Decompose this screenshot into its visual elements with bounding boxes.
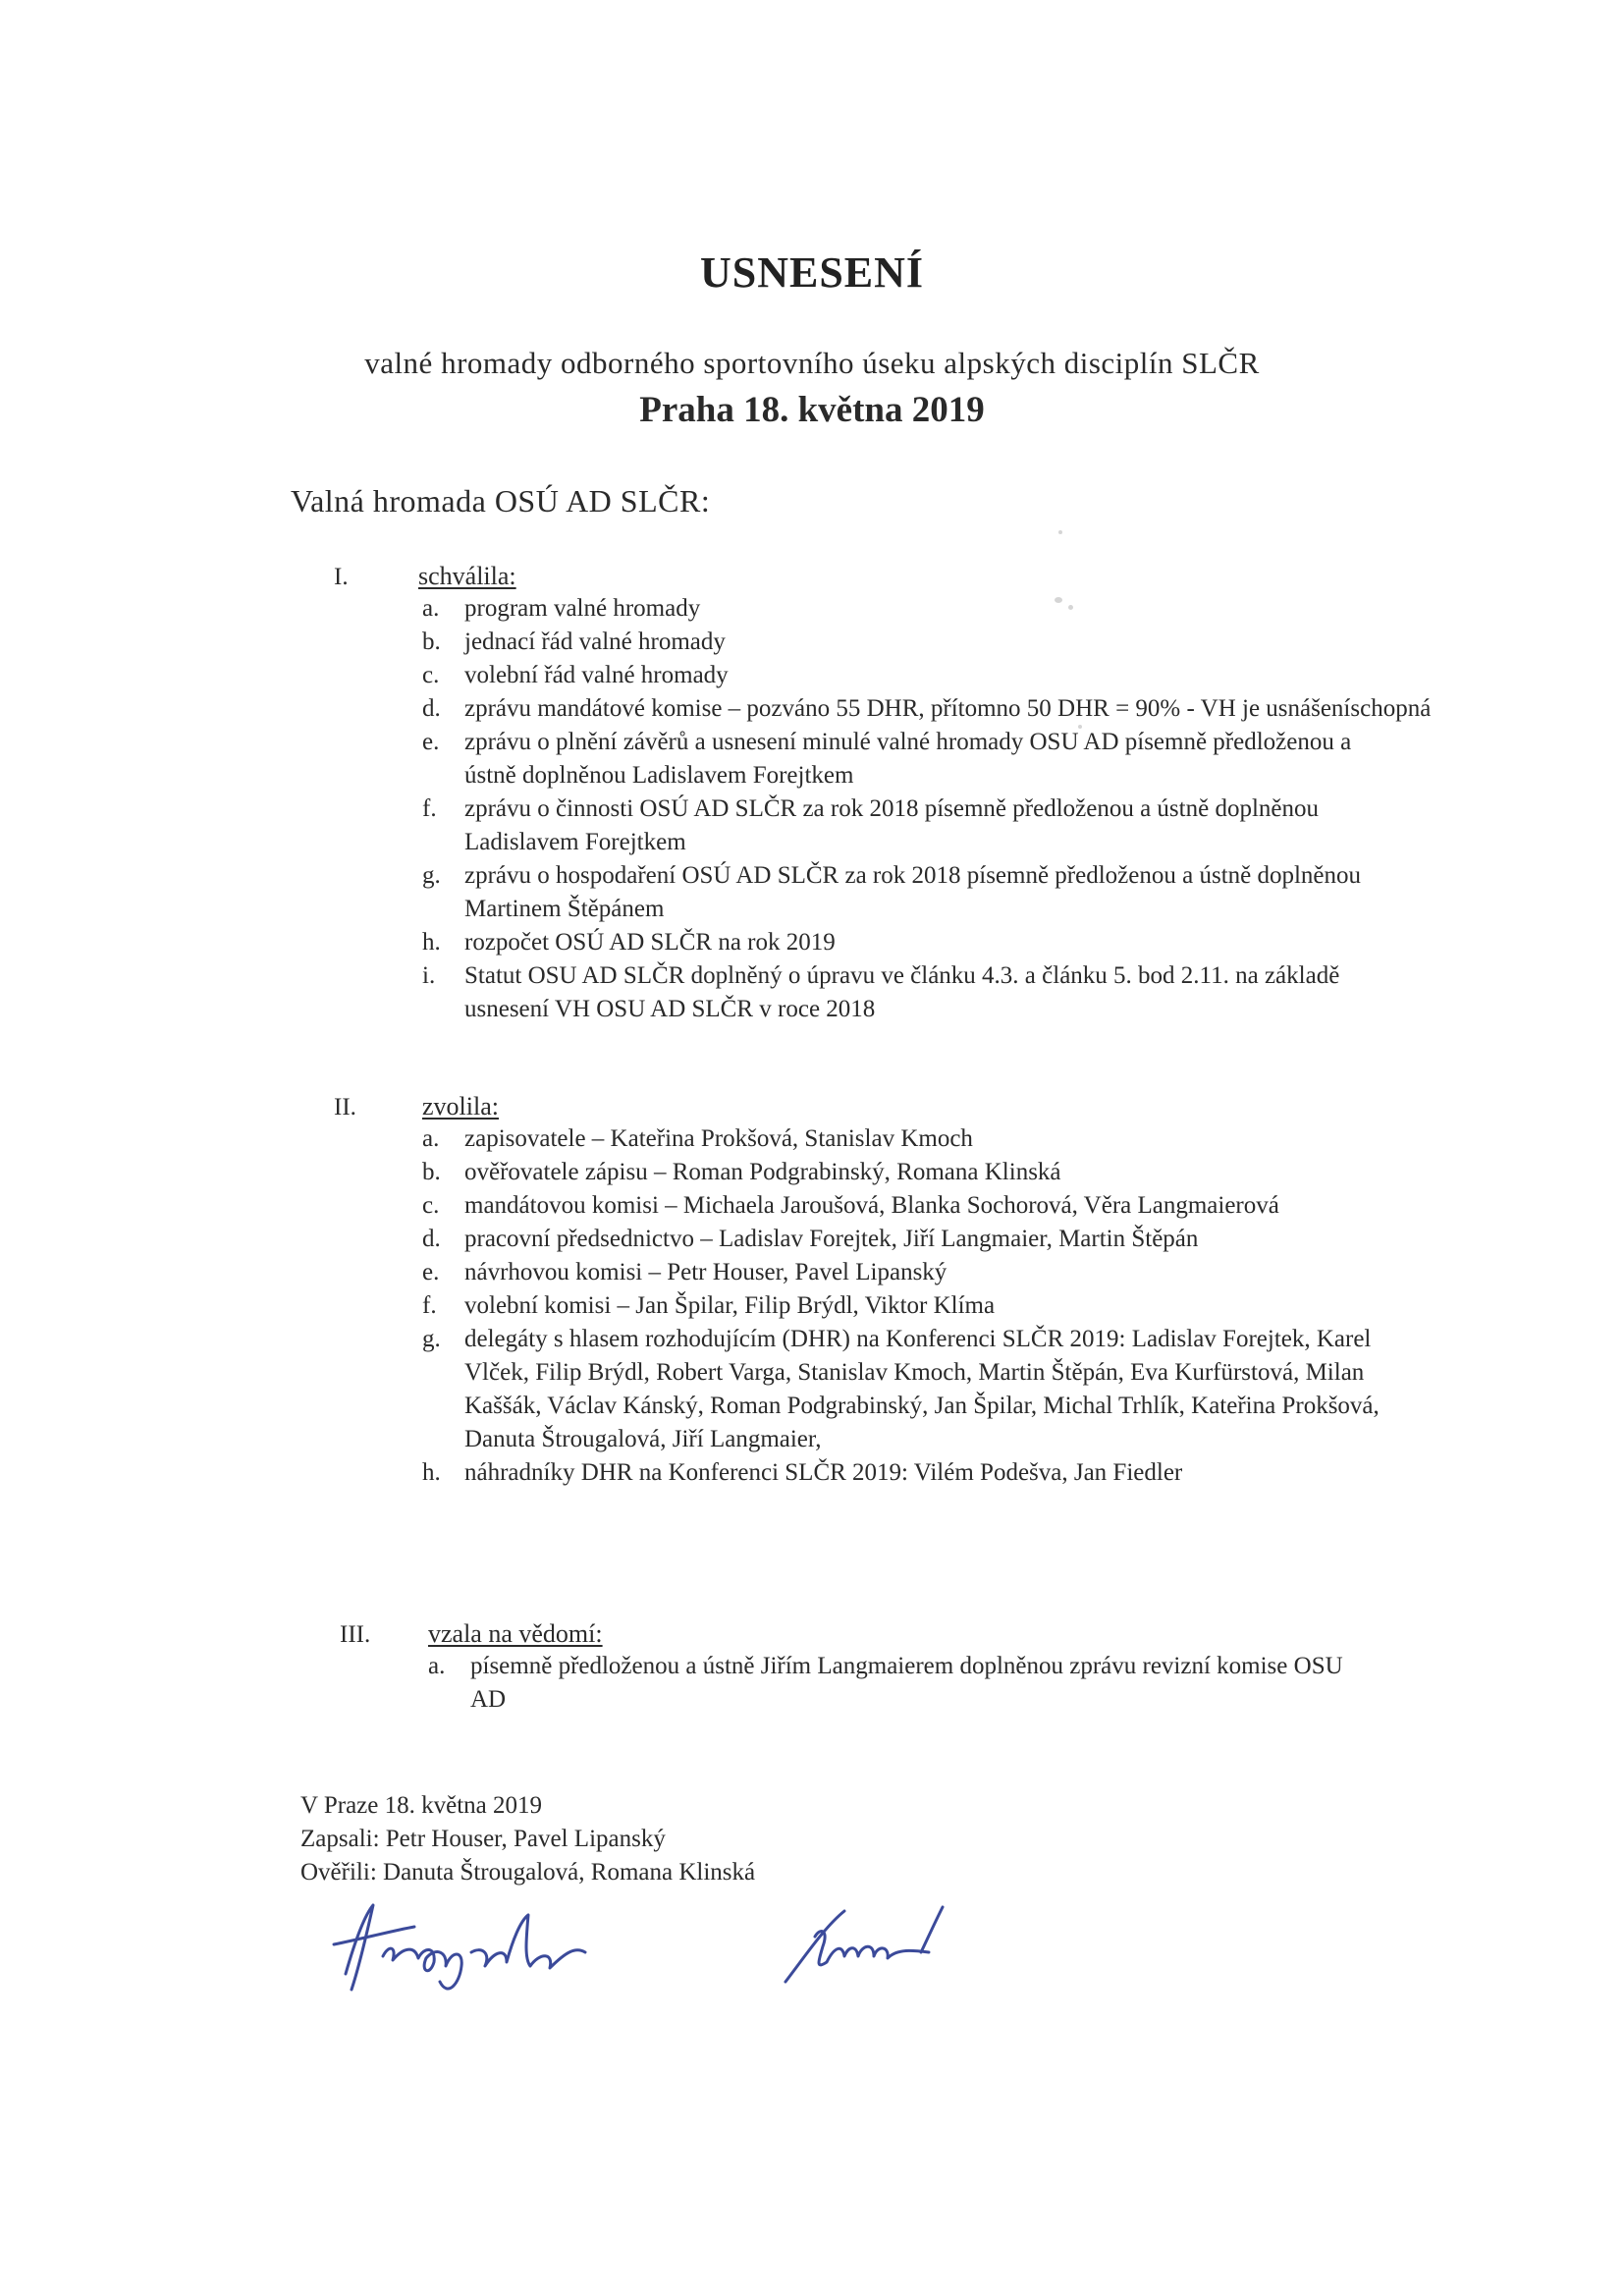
list-item: h. rozpočet OSÚ AD SLČR na rok 2019 <box>422 929 836 956</box>
list-item: a. písemně předloženou a ústně Jiřím Langmaierem doplněnou zprávu revizní komise OSU AD <box>428 1653 1343 1713</box>
section-heading: schválila: <box>418 562 516 590</box>
assembly-intro: Valná hromada OSÚ AD SLČR: <box>291 483 711 519</box>
scan-speck <box>1055 597 1062 603</box>
list-item: a. program valné hromady <box>422 595 701 622</box>
document-footer <box>300 1789 755 1889</box>
list-item: a. zapisovatele – Kateřina Prokšová, Stanislav Kmoch <box>422 1125 973 1152</box>
list-item: e. návrhovou komisi – Petr Houser, Pavel Lipanský <box>422 1259 947 1285</box>
list-item: c. mandátovou komisi – Michaela Jaroušová, Blanka Sochorová, Věra Langmaierová <box>422 1192 1279 1219</box>
section-items <box>422 592 1432 1026</box>
scan-speck <box>1068 605 1073 610</box>
list-item: e. zprávu o plnění závěrů a usnesení minulé valné hromady OSU AD písemně předloženou a ústně doplněnou Ladislavem Forejtkem <box>422 729 1352 789</box>
section-numeral: I. <box>334 564 349 590</box>
section-heading: zvolila: <box>422 1092 499 1121</box>
list-item: h. náhradníky DHR na Konferenci SLČR 2019: Vilém Podešva, Jan Fiedler <box>422 1459 1183 1486</box>
list-item: b. jednací řád valné hromady <box>422 629 726 655</box>
section-items <box>422 1122 1384 1490</box>
meeting-place-date: Praha 18. května 2019 <box>639 390 985 430</box>
list-item: g. delegáty s hlasem rozhodujícím (DHR) na Konferenci SLČR 2019: Ladislav Forejtek, Karel Vlček, Filip Brýdl, Robert Varga, Stanislav Kmoch, Martin Štěpán, Eva Kurfürstová, Milan Kaššák, Václav Kánský, Roman Podgrabinský, Jan Špilar, Michal Trhlík, Kateřina Prokšová, Danuta Štrougalová, Jiří Langmaier, <box>422 1326 1380 1452</box>
list-item: g. zprávu o hospodaření OSÚ AD SLČR za rok 2018 písemně předloženou a ústně doplněnou Martinem Štěpánem <box>422 862 1362 922</box>
list-item: i. Statut OSU AD SLČR doplněný o úpravu ve článku 4.3. a článku 5. bod 2.11. na základě usnesení VH OSU AD SLČR v roce 2018 <box>422 962 1340 1022</box>
section-numeral: II. <box>334 1094 356 1121</box>
scan-speck <box>1058 530 1062 534</box>
section-numeral: III. <box>340 1621 371 1648</box>
section-items <box>428 1650 1351 1717</box>
signature-strougalova <box>334 1905 585 1990</box>
list-item: f. volební komisi – Jan Špilar, Filip Brýdl, Viktor Klíma <box>422 1292 996 1319</box>
document-subtitle: valné hromady odborného sportovního úseku alpských disciplín SLČR <box>364 346 1260 380</box>
list-item: d. pracovní předsednictvo – Ladislav Forejtek, Jiří Langmaier, Martin Štěpán <box>422 1226 1199 1252</box>
list-item: d. zprávu mandátové komise – pozváno 55 DHR, přítomno 50 DHR = 90% - VH je usnášeníschopná <box>422 695 1432 722</box>
scan-speck <box>1078 725 1082 729</box>
list-item: f. zprávu o činnosti OSÚ AD SLČR za rok 2018 písemně předloženou a ústně doplněnou Ladislavem Forejtkem <box>422 795 1319 855</box>
list-item: b. ověřovatele zápisu – Roman Podgrabinský, Romana Klinská <box>422 1159 1061 1185</box>
recorded-by: Zapsali: Petr Houser, Pavel Lipanský <box>300 1826 666 1852</box>
signature-klinska <box>785 1907 943 1982</box>
section-heading: vzala na vědomí: <box>428 1619 603 1648</box>
place-and-date: V Praze 18. května 2019 <box>300 1792 543 1819</box>
signatures <box>324 1887 1031 2005</box>
list-item: c. volební řád valné hromady <box>422 662 729 688</box>
verified-by: Ověřili: Danuta Štrougalová, Romana Klinská <box>300 1859 756 1886</box>
document-title: USNESENÍ <box>699 248 925 297</box>
